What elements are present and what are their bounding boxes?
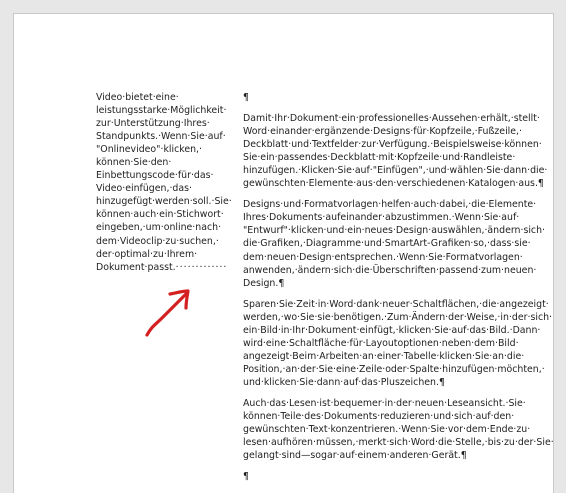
paragraph-line: wird·eine·Schaltfläche·für·Layoutoptionen·neben·dem·Bild·: [243, 337, 519, 349]
sidebar-line: der·optimal·zu·Ihrem·: [96, 248, 198, 260]
sidebar-line: können·Sie·den·: [96, 157, 172, 169]
sidebar-line: können·auch·ein·Stichwort·: [96, 209, 224, 221]
paragraph-line: die·Grafiken,·Diagramme·und·SmartArt-Grafiken·so,·dass·sie·: [243, 238, 531, 250]
paragraph-line: werden,·wo·Sie·sie·benötigen.·Zum·Ändern·der·Weise,·in·der·sich·: [243, 311, 553, 323]
sidebar-last-line: [96, 261, 226, 274]
sidebar-line: Einbettungscode·für·das·: [96, 170, 214, 182]
paragraph-2: [243, 198, 546, 289]
sidebar-line: Video·bietet·eine·: [96, 92, 179, 103]
paragraph-line: Sparen·Sie·Zeit·in·Word·dank·neuer·Schaltflächen,·die·angezeigt·: [243, 298, 549, 310]
paragraph-line: dem·neuen·Design·entsprechen.·Wenn·Sie·Formatvorlagen·: [243, 251, 523, 263]
sidebar-line: "Onlinevideo"·klicken,·: [96, 144, 203, 156]
paragraph-line: Auch·das·Lesen·ist·bequemer·in·der·neuen·Leseansicht.·Sie·: [243, 397, 526, 409]
sidebar-line: zur·Unterstützung·Ihres·: [96, 118, 210, 130]
paragraph-line: Designs·und·Formatvorlagen·helfen·auch·dabei,·die·Elemente·: [243, 199, 537, 211]
paragraph-line: Position,·an·der·Sie·eine·Zeile·oder·Spalte·hinzufügen·möchten,·: [243, 363, 545, 375]
paragraph-line: gewünschten·Text·konzentrieren.·Wenn·Sie·vor·dem·Ende·zu·: [243, 424, 531, 436]
paragraph-line: lesen·aufhören·müssen,·merkt·sich·Word·die·Stelle,·bis·zu·der·Sie·: [243, 437, 554, 449]
paragraph-line: anwenden,·ändern·sich·die·Überschriften·passend·zum·neuen·: [243, 264, 537, 276]
paragraph-line: Word·einander·ergänzende·Designs·für·Kopfzeile,·Fußzeile,·: [243, 126, 523, 138]
paragraph-line: Deckblatt·und·Textfelder·zur·Verfügung.·Beispielsweise·können·: [243, 139, 542, 151]
main-text-column[interactable]: [243, 91, 554, 483]
paragraph-3: [243, 298, 553, 389]
paragraph-line: hinzufügen.·Klicken·Sie·auf·"Einfügen",·und·wählen·Sie·dann·die·: [243, 165, 548, 177]
document-page[interactable]: [13, 13, 554, 493]
pilcrow-mark-bottom: ¶: [243, 471, 249, 483]
sidebar-line: leistungsstarke·Möglichkeit·: [96, 105, 227, 117]
paragraph-line: gelangt·sind—sogar·auf·einem·anderen·Gerät.¶: [243, 450, 467, 462]
red-arrow-icon: [142, 280, 194, 338]
sidebar-text-column[interactable]: [96, 91, 232, 274]
sidebar-line: Standpunkts.·Wenn·Sie·auf·: [96, 131, 226, 143]
paragraph-line: angezeigt·Beim·Arbeiten·an·einer·Tabelle·klicken·Sie·an·die·: [243, 350, 525, 362]
sidebar-line-text: Dokument·passt.: [96, 261, 176, 273]
pilcrow-mark-top: ¶: [243, 92, 249, 103]
paragraph-line: Damit·Ihr·Dokument·ein·professionelles·Aussehen·erhält,·stellt·: [243, 113, 540, 125]
paragraph-line: "Entwurf"·klicken·und·ein·neues·Design·auswählen,·ändern·sich·: [243, 225, 546, 237]
paragraph-line: ein·Bild·in·Ihr·Dokument·einfügt,·klicken·Sie·auf·das·Bild.·Dann·: [243, 324, 541, 336]
sidebar-line: eingeben,·um·online·nach·: [96, 222, 222, 234]
sidebar-line: hinzugefügt·werden·soll.·Sie·: [96, 196, 232, 208]
paragraph-line: und·klicken·Sie·dann·auf·das·Pluszeichen.¶: [243, 376, 445, 388]
trailing-dots: ·············: [175, 261, 228, 273]
paragraph-4: [243, 397, 554, 462]
paragraph-1: [243, 112, 548, 190]
sidebar-line: Video·einfügen,·das·: [96, 183, 192, 195]
sidebar-line: dem·Videoclip·zu·suchen,·: [96, 235, 219, 247]
paragraph-line: Design.¶: [243, 277, 285, 289]
paragraph-line: Ihres·Dokuments·aufeinander·abzustimmen.·Wenn·Sie·auf·: [243, 212, 520, 224]
paragraph-line: Sie·ein·passendes·Deckblatt·mit·Kopfzeile·und·Randleiste·: [243, 152, 516, 164]
arrow-shaft: [147, 293, 187, 335]
paragraph-line: können·Teile·des·Dokuments·reduzieren·und·sich·auf·den·: [243, 411, 515, 423]
paragraph-line: gewünschten·Elemente·aus·den·verschiedenen·Katalogen·aus.¶: [243, 178, 544, 190]
